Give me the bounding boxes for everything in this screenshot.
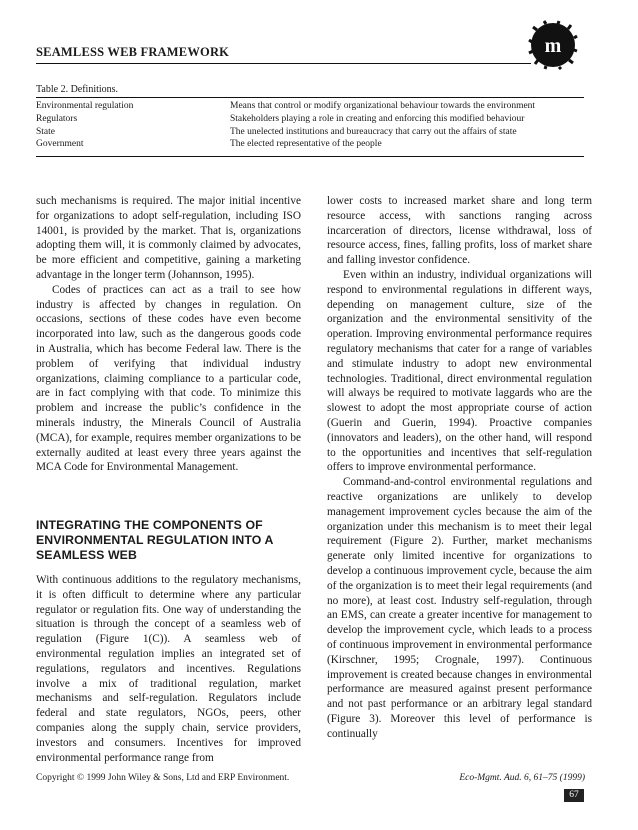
table-caption: Table 2. Definitions.: [36, 84, 119, 95]
table-definition: The unelected institutions and bureaucracy that carry out the affairs of state: [230, 126, 517, 137]
section-heading: INTEGRATING THE COMPONENTS OF ENVIRONMENTAL REGULATION INTO A SEAMLESS WEB: [36, 518, 273, 562]
footer-journal-citation: Eco-Mgmt. Aud. 6, 61–75 (1999): [459, 773, 585, 783]
table-definition: Means that control or modify organizational behaviour towards the environment: [230, 101, 536, 111]
table-term: Government: [36, 139, 84, 150]
body-paragraph: lower costs to increased market share and long term resource access, with sanctions ranging across incarceration of directors, license withdrawal, loss of resource access, fines, falling profits, loss of market share and falling investor confidence.: [327, 195, 592, 267]
table-row: [36, 100, 596, 113]
definitions-table: [36, 100, 596, 151]
table-bottom-rule: [36, 156, 584, 157]
table-top-rule: [36, 97, 584, 98]
left-column-bottom: [36, 573, 301, 765]
publisher-logo-icon: [528, 20, 578, 70]
page-number: 67: [564, 789, 584, 802]
svg-text:m: m: [544, 35, 562, 57]
table-term: State: [36, 126, 55, 137]
body-paragraph: such mechanisms is required. The major initial incentive for organizations to adopt self-regulation, including ISO 14001, is provided by the market. That is, organizations adopting them will, it is commonly claimed by advocates, be more efficient and competitive, gaining a marketing advantage in the longer term (Johannson, 1995).: [36, 195, 301, 281]
table-term: Regulators: [36, 113, 78, 124]
running-header-title: SEAMLESS WEB FRAMEWORK: [36, 45, 230, 59]
body-paragraph: Command-and-control environmental regulations and reactive organizations are unlikely to develop management improvement cycles because the aim of the organization under this mechanism is to meet their legal requirement (Figure 2). Further, market mechanisms generate only limited incentive for organizations to develop a continuous improvement cycle, because the aim of the organization is to meet their legal requirements (and no more), at least cost. Industry self-regulation, through an EMS, can create a greater incentive for management to develop the improvement cycle, which leads to a process of continuous improvement in environmental performance (Kirschner, 1995; Crognale, 1997). Continuous improvement is created because changes in environmental performance are measured against present performance and not past performance or an arbitrary legal standard (Figure 3). Moreover this level of performance is continually: [327, 476, 592, 740]
table-definition: The elected representative of the people: [230, 139, 382, 150]
table-row: [36, 126, 596, 139]
body-paragraph: Codes of practices can act as a trail to see how industry is affected by changes in regulation. On occasions, sections of these codes have even become incorporated into law, such as the dangerous goods code in Australia, which has become Federal law. There is the problem of verifying that individual industry organizations, claiming compliance to a particular code, are in fact complying with that code. To minimize this problem and increase the public’s confidence in the minerals industry, the Minerals Council of Australia (MCA), for example, requires member organizations to be externally audited at least every three years against the MCA Code for Environmental Management.: [36, 283, 301, 474]
footer-copyright: Copyright © 1999 John Wiley & Sons, Ltd and ERP Environment.: [36, 773, 290, 783]
header-rule: [36, 63, 531, 64]
table-row: [36, 113, 596, 126]
body-paragraph: Even within an industry, individual organizations will respond to environmental regulations in different ways, depending on management culture, size of the organization and the environmental sensitivity of the operation. Improving environmental performance requires regulatory mechanisms that cater for a range of variables and stimulate industry to adopt new environmental technologies. Traditional, direct environmental regulation will always be required to motivate laggards who are the slowest to adopt the most appropriate course of action (Guerin and Guerin, 1994). Proactive companies (innovators and leaders), on the other hand, will respond to the opportunities and incentives that self-regulation offers to improve environmental performance.: [327, 268, 592, 474]
table-term: Environmental regulation: [36, 101, 134, 111]
table-definition: Stakeholders playing a role in creating and enforcing this modified behaviour: [230, 113, 525, 124]
body-paragraph: With continuous additions to the regulatory mechanisms, it is often difficult to determine where any particular regulator or regulation fits. One way of understanding the situation is through the concept of a seamless web of regulation (Figure 1(C)). A seamless web of environmental regulation implies an integrated set of regulations, regulators and incentives. Regulations involve a mix of traditional regulation, market mechanisms and self-regulation. Regulators include federal and state regulators, NGOs, peers, other companies along the supply chain, service providers, investors and consumers. Incentives for improved environmental performance range from: [36, 574, 301, 764]
table-row: [36, 138, 596, 151]
left-column-top: [36, 194, 301, 475]
right-column: [327, 194, 592, 741]
